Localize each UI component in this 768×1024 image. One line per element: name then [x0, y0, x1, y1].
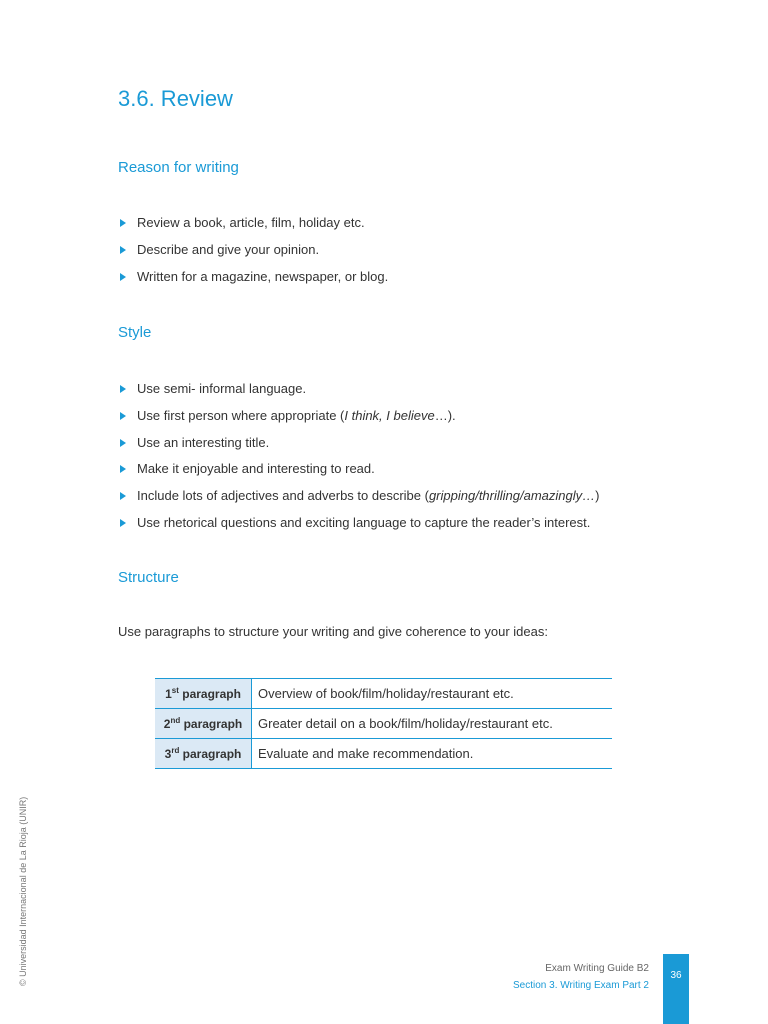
triangle-bullet-icon	[120, 519, 126, 527]
table-row	[155, 739, 612, 769]
list-item	[118, 407, 600, 434]
style-heading: Style	[118, 324, 152, 341]
paragraph-word: paragraph	[182, 687, 241, 701]
paragraph-description: Greater detail on a book/film/holiday/restaurant etc.	[252, 709, 613, 739]
list-item	[118, 434, 600, 461]
structure-table	[155, 678, 612, 769]
page-number: 36	[670, 970, 682, 981]
list-item-text: Written for a magazine, newspaper, or blog.	[137, 268, 389, 284]
list-item	[118, 268, 388, 295]
list-item-text-post: …).	[434, 407, 456, 423]
list-item-text: Use an interesting title.	[137, 434, 270, 450]
triangle-bullet-icon	[120, 492, 126, 500]
page-title: 3.6. Review	[118, 86, 233, 111]
reason-list	[118, 214, 388, 294]
paragraph-ordinal: st	[171, 686, 179, 695]
list-item-text-post: )	[595, 488, 600, 504]
table-row	[155, 679, 612, 709]
list-item	[118, 241, 388, 268]
list-item-text: Make it enjoyable and interesting to read.	[137, 461, 375, 477]
list-item-text: Describe and give your opinion.	[137, 241, 320, 257]
triangle-bullet-icon	[120, 465, 126, 473]
footer-section-name: Section 3. Writing Exam Part 2	[513, 980, 649, 991]
paragraph-number: 1	[165, 687, 172, 701]
paragraph-ordinal: rd	[171, 746, 180, 755]
structure-heading: Structure	[118, 569, 179, 586]
list-item-text: Use semi- informal language.	[137, 381, 307, 396]
list-item	[118, 487, 600, 514]
list-item-example: gripping/thrilling/amazingly…	[428, 488, 596, 504]
paragraph-word: paragraph	[183, 717, 243, 731]
footer-doc-title: Exam Writing Guide B2	[545, 963, 649, 974]
paragraph-label	[155, 739, 252, 769]
list-item	[118, 214, 388, 241]
list-item-text: Use rhetorical questions and exciting language to capture the reader’s interest.	[137, 514, 591, 530]
page-number-tab	[663, 954, 689, 1024]
structure-intro: Use paragraphs to structure your writing and give coherence to your ideas:	[118, 624, 548, 639]
paragraph-number: 2	[163, 717, 171, 731]
table-row	[155, 709, 612, 739]
triangle-bullet-icon	[120, 412, 126, 420]
paragraph-label	[155, 709, 252, 739]
paragraph-ordinal: nd	[170, 716, 181, 725]
triangle-bullet-icon	[120, 385, 126, 393]
list-item-text-pre: Use first person where appropriate (	[137, 407, 345, 423]
reason-heading: Reason for writing	[118, 159, 239, 176]
style-list	[118, 380, 600, 541]
triangle-bullet-icon	[120, 246, 126, 254]
paragraph-description: Overview of book/film/holiday/restaurant etc.	[252, 679, 613, 709]
triangle-bullet-icon	[120, 273, 126, 281]
paragraph-description: Evaluate and make recommendation.	[252, 739, 613, 769]
paragraph-word: paragraph	[182, 747, 242, 761]
paragraph-number: 3	[164, 747, 172, 761]
list-item	[118, 380, 600, 407]
list-item-text-pre: Include lots of adjectives and adverbs to describe (	[137, 488, 429, 504]
list-item	[118, 514, 600, 541]
list-item-example: I think, I believe	[344, 407, 435, 423]
list-item-text: Review a book, article, film, holiday etc.	[137, 215, 365, 230]
triangle-bullet-icon	[120, 439, 126, 447]
copyright-notice: © Universidad Internacional de La Rioja (UNIR)	[18, 796, 28, 986]
paragraph-label	[155, 679, 252, 709]
triangle-bullet-icon	[120, 219, 126, 227]
list-item	[118, 460, 600, 487]
